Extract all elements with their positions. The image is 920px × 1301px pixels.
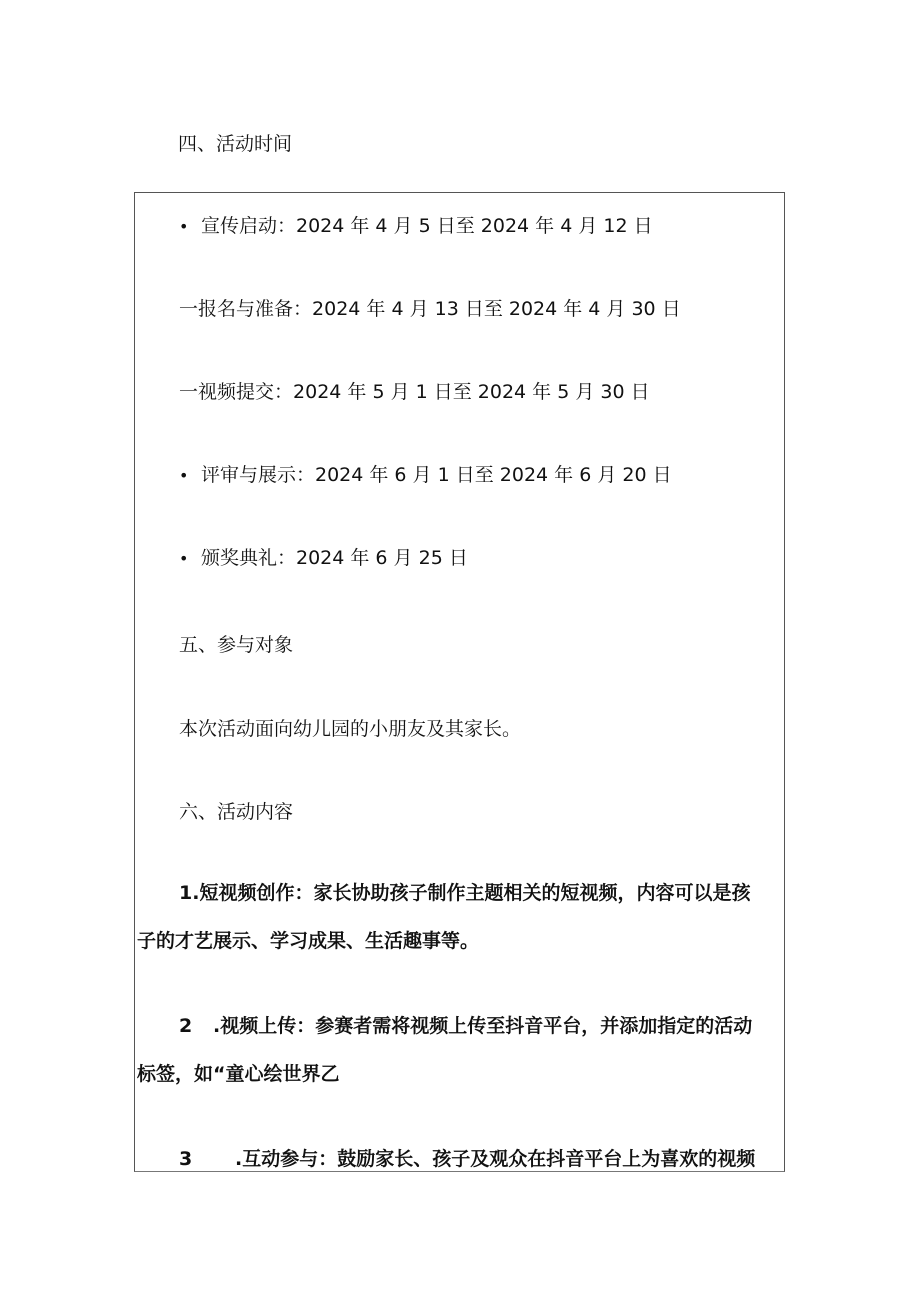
dash-marker: 一 <box>179 298 199 320</box>
content-item-1-line2: 子的才艺展示、学习成果、生活趣事等。 <box>137 930 480 952</box>
schedule-item-registration <box>179 296 681 322</box>
content-item-2-line2: 标签，如“童心绘世界乙 <box>137 1063 340 1085</box>
section-heading-activity-time: 四、活动时间 <box>178 133 293 155</box>
schedule-item-review <box>179 462 672 489</box>
bullet-marker: • <box>179 549 189 568</box>
bullet-marker: • <box>179 217 189 236</box>
schedule-item-text: 宣传启动：2024 年 4 月 5 日至 2024 年 4 月 12 日 <box>201 215 653 237</box>
content-frame <box>134 192 785 1172</box>
section-heading-participants: 五、参与对象 <box>179 634 294 656</box>
participants-body: 本次活动面向幼儿园的小朋友及其家长。 <box>179 718 522 740</box>
content-item-3-line1 <box>179 1146 755 1172</box>
item-text: .视频上传：参赛者需将视频上传至抖音平台，并添加指定的活动 <box>213 1015 753 1037</box>
content-item-1-line1 <box>179 880 750 906</box>
schedule-item-text: 视频提交：2024 年 5 月 1 日至 2024 年 5 月 30 日 <box>198 381 650 403</box>
item-text: 短视频创作：家长协助孩子制作主题相关的短视频，内容可以是孩 <box>199 882 751 904</box>
schedule-item-promotion <box>179 213 653 240</box>
dash-marker: 一 <box>179 381 199 403</box>
bullet-marker: • <box>179 466 189 485</box>
item-number: 2 <box>179 1015 193 1037</box>
item-text: .互动参与：鼓励家长、孩子及观众在抖音平台上为喜欢的视频 <box>235 1148 756 1170</box>
schedule-item-text: 评审与展示：2024 年 6 月 1 日至 2024 年 6 月 20 日 <box>201 464 672 486</box>
section-heading-activity-content: 六、活动内容 <box>179 801 294 823</box>
schedule-item-submission <box>179 379 650 405</box>
item-number: 1. <box>179 882 200 904</box>
schedule-item-text: 颁奖典礼：2024 年 6 月 25 日 <box>201 547 468 569</box>
schedule-item-text: 报名与准备：2024 年 4 月 13 日至 2024 年 4 月 30 日 <box>198 298 681 320</box>
content-item-2-line1 <box>179 1013 752 1039</box>
item-number: 3 <box>179 1148 193 1170</box>
schedule-item-ceremony <box>179 545 468 572</box>
